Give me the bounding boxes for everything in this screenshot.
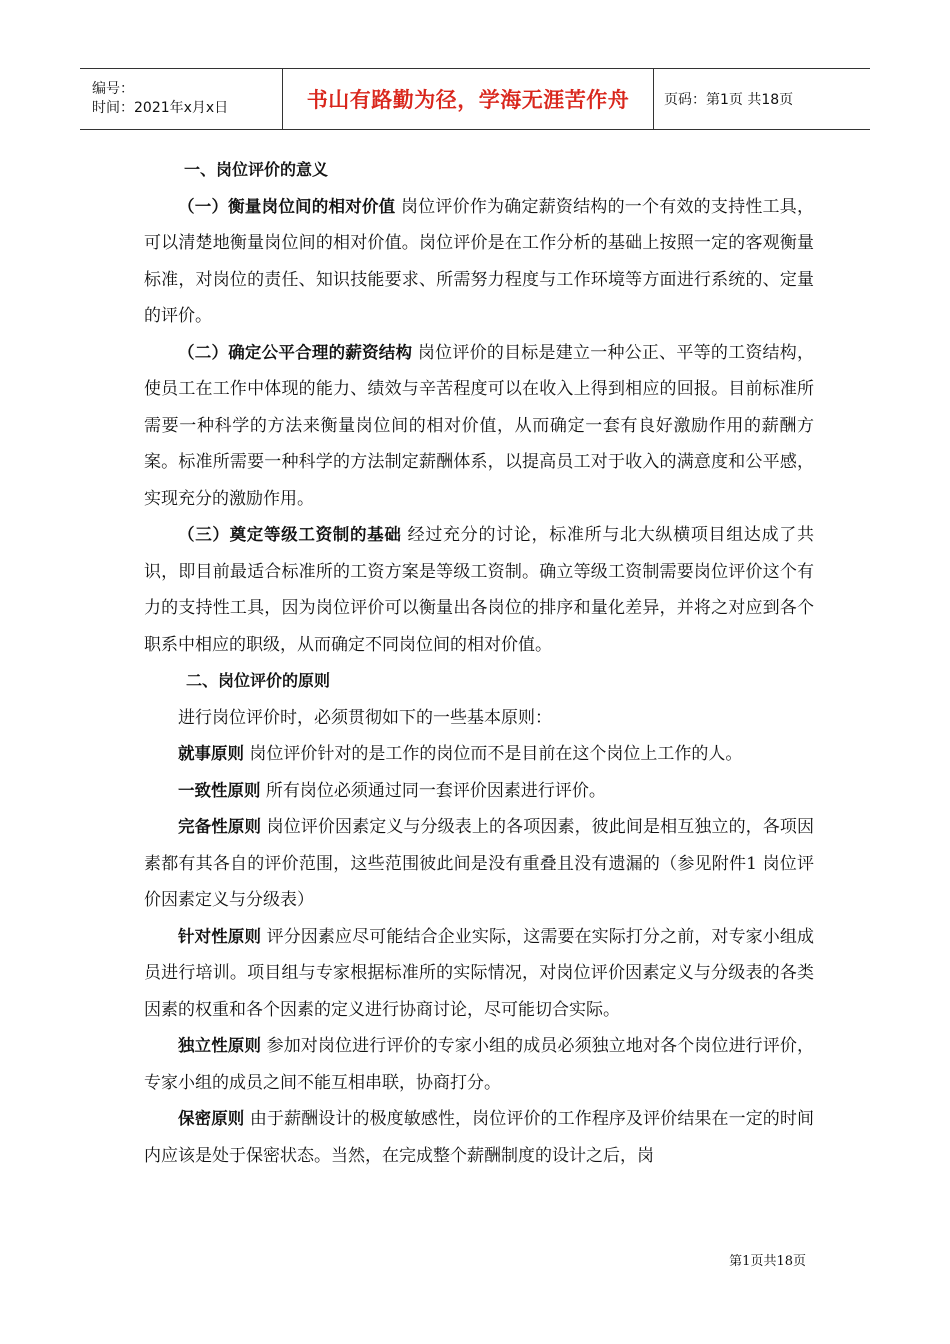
paragraph-fair-salary [144,335,814,518]
page-footer-number: 第1页共18页 [729,1254,806,1269]
principle-text: 岗位评价因素定义与分级表上的各项因素，彼此间是相互独立的，各项因素都有其各自的评价范围，这些范围彼此间是没有重叠且没有遗漏的（参见附件1 岗位评价因素定义与分级表） [144,817,815,910]
principle-name: 完备性原则 [178,817,262,836]
header-page-info: 页码：第1页 共18页 [664,92,794,108]
principle-confidentiality [144,1101,814,1174]
header-left-cell [80,69,282,129]
section-title-significance: 一、岗位评价的意义 [184,160,329,179]
paragraph-lead: （三）奠定等级工资制的基础 [178,525,402,544]
paragraph-text: 岗位评价作为确定薪资结构的一个有效的支持性工具，可以清楚地衡量岗位间的相对价值。岗位评价是在工作分析的基础上按照一定的客观衡量标准，对岗位的责任、知识技能要求、所需努力程度与工作环境等方面进行系统的、定量的评价。 [144,196,814,326]
paragraph-text: 岗位评价的目标是建立一种公正、平等的工资结构，使员工在工作中体现的能力、绩效与辛苦程度可以在收入上得到相应的回报。目前标准所需要一种科学的方法来衡量岗位间的相对价值，从而确定一套有良好激励作用的薪酬方案。标准所需要一种科学的方法制定薪酬体系，以提高员工对于收入的满意度和公平感，实现充分的激励作用。 [144,342,815,509]
paragraph-relative-value [144,189,814,335]
principle-name: 独立性原则 [178,1036,262,1055]
principle-job-focus [144,736,814,773]
paragraph-text: 经过充分的讨论，标准所与北大纵横项目组达成了共识，即目前最适合标准所的工资方案是等级工资制。确立等级工资制需要岗位评价这个有力的支持性工具，因为岗位评价可以衡量出各岗位的排序和量化差异，并将之对应到各个职系中相应的职级，从而确定不同岗位间的相对价值。 [144,525,814,655]
principle-pertinence [144,919,814,1029]
principle-text: 由于薪酬设计的极度敏感性，岗位评价的工作程序及评价结果在一定的时间内应该是处于保密状态。当然，在完成整个薪酬制度的设计之后，岗 [144,1109,814,1166]
document-number-label: 编号： [92,81,134,97]
header-table [80,68,870,130]
paragraph-grade-pay [144,517,814,663]
principle-name: 保密原则 [178,1109,245,1128]
header-motto: 书山有路勤为径，学海无涯苦作舟 [306,88,630,112]
header-middle-cell [282,69,654,129]
principle-text: 评分因素应尽可能结合企业实际，这需要在实际打分之前，对专家小组成员进行培训。项目组与专家根据标准所的实际情况，对岗位评价因素定义与分级表的各类因素的权重和各个因素的定义进行协商讨论，尽可能切合实际。 [144,926,815,1020]
principle-completeness [144,809,814,919]
paragraph-principles-intro: 进行岗位评价时，必须贯彻如下的一些基本原则： [178,707,552,728]
section-title-principles: 二、岗位评价的原则 [186,671,331,690]
principle-text: 所有岗位必须通过同一套评价因素进行评价。 [260,780,606,801]
principle-name: 就事原则 [178,744,244,763]
principle-consistency [144,773,814,810]
principle-name: 针对性原则 [178,926,262,946]
paragraph-lead: （一）衡量岗位间的相对价值 [178,196,396,216]
principle-independence [144,1028,814,1101]
principle-text: 岗位评价针对的是工作的岗位而不是目前在这个岗位上工作的人。 [244,744,743,764]
header-right-cell [654,69,870,129]
principle-text: 参加对岗位进行评价的专家小组的成员必须独立地对各个岗位进行评价，专家小组的成员之间不能互相串联，协商打分。 [144,1036,815,1093]
principle-name: 一致性原则 [178,780,261,800]
document-body [144,152,814,1174]
paragraph-lead: （二）确定公平合理的薪资结构 [178,342,413,362]
document-date: 时间：2021年x月x日 [92,100,229,116]
